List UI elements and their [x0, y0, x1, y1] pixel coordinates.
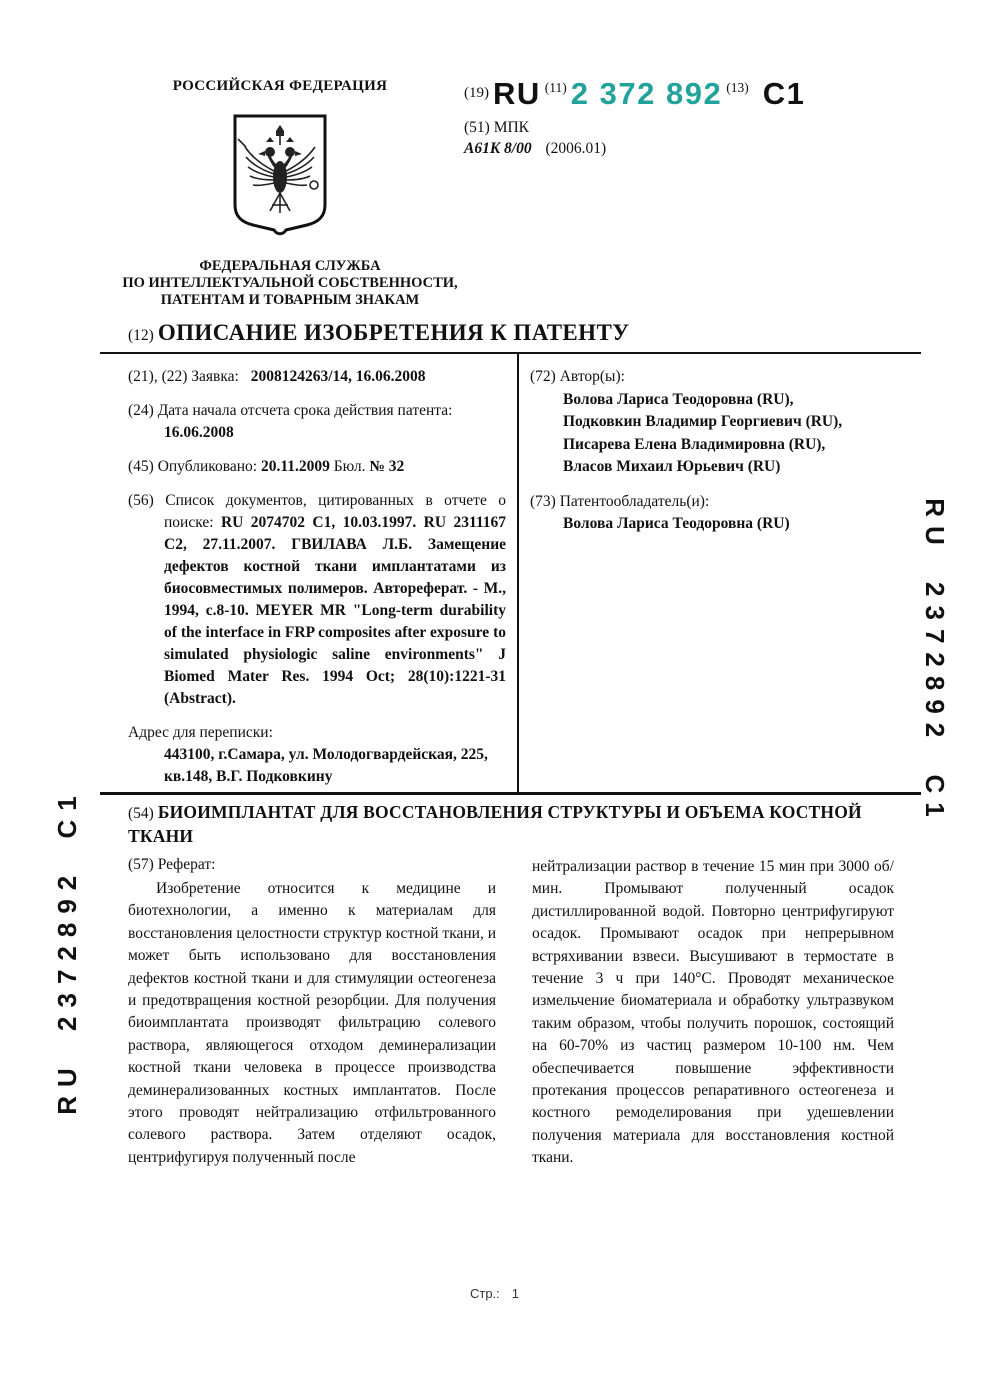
published-date: 20.11.2009 — [260, 458, 330, 475]
abstract-label: (57) Реферат: — [128, 856, 216, 873]
agency-name — [100, 258, 480, 309]
published-label: (45) Опубликовано: — [128, 458, 258, 475]
holder-name: Волова Лариса Теодоровна (RU) — [563, 515, 790, 532]
ipc-date: (2006.01) — [545, 140, 607, 157]
author-name: Волова Лариса Теодоровна (RU), — [563, 390, 794, 408]
country-name: РОССИЙСКАЯ ФЕДЕРАЦИЯ — [172, 78, 388, 94]
patent-holder-field — [530, 491, 908, 536]
right-edge-publication-code: RU 2372892 C1 — [920, 498, 950, 826]
correspondence-address-field — [128, 722, 506, 788]
invention-title: БИОИМПЛАНТАТ ДЛЯ ВОССТАНОВЛЕНИЯ СТРУКТУРЫ И ОБЪЕМА КОСТНОЙ ТКАНИ — [128, 802, 862, 846]
authors-label: (72) Автор(ы): — [530, 368, 625, 385]
start-date-field — [128, 400, 506, 444]
publication-header — [464, 76, 884, 158]
footer-page-number: 1 — [511, 1286, 520, 1301]
ipc-section-label: (51) МПК — [464, 119, 530, 136]
abstract-column-2: нейтрализации раствор в течение 15 мин при 3000 об/мин. Промывают полученный осадок дистиллированной водой. Повторно центрифугируют осадок. Промывают осадок при непрерывном встряхивании взвеси. Высушивают в термостате в течение 3 ч при 140°С. Проводят механическое измельчение биоматериала и обработку ультразвуком таким образом, чтобы получить порошок, состоящий на 60-70% из частиц размером 10-100 нм. Чем обеспечивается повышение эффективности протекания процессов репаративного остеогенеза и костного ремоделирования при удешевлении получения материала для восстановления костной ткани. — [532, 858, 894, 1167]
bibliographic-right-column — [530, 366, 908, 536]
column-divider-line — [517, 352, 519, 792]
agency-line-3: ПАТЕНТАМ И ТОВАРНЫМ ЗНАКАМ — [160, 292, 420, 308]
author-name: Подковкин Владимир Георгиевич (RU), — [563, 413, 843, 430]
country-code: RU — [493, 76, 541, 111]
left-edge-publication-code: RU 2372892 C1 — [52, 787, 82, 1115]
footer-page-label: Стр.: — [469, 1286, 500, 1301]
citations-value: RU 2074702 C1, 10.03.1997. RU 2311167 C2, 27.11.2007. ГВИЛАВА Л.Б. Замещение дефектов костной ткани имплантатами из биосовместимых полимеров. Автореферат. - М., 1994, с.8-10. MEYER MR "Long-term durability of the interface in FRP composites after exposure to simulated physiologic saline environments" J Biomed Mater Res. 1994 Oct; 28(10):1221-31 (Abstract). — [164, 514, 506, 707]
bulletin-label: Бюл. — [333, 458, 366, 475]
coat-of-arms-icon — [228, 112, 332, 238]
code-11-label: (11) — [544, 80, 567, 95]
bulletin-number: № 32 — [369, 458, 405, 475]
agency-line-1: ФЕДЕРАЛЬНАЯ СЛУЖБА — [199, 258, 381, 274]
abstract-column-1: Изобретение относится к медицине и биотехнологии, а именно к материалам для восстановления целостности структур костной ткани, и может быть использовано для восстановления дефектов костной ткани и для стимуляции остеогенеза и предотвращения костной резорбции. Для получения биоимплантата производят фильтрацию солевого раствора, являющегося отходом деминерализации костной ткани человека в процессе производства деминерализованных костных имплантатов. После этого проводят нейтрализацию отфильтрованного солевого раствора. Затем отделяют осадок, центрифугируя полученный после — [128, 880, 497, 1166]
document-kind-title: ОПИСАНИЕ ИЗОБРЕТЕНИЯ К ПАТЕНТУ — [157, 320, 630, 345]
invention-title-block — [128, 801, 880, 849]
citations-field — [128, 490, 506, 710]
ipc-class: A61K 8/00 — [464, 140, 532, 157]
authors-field — [530, 366, 908, 479]
kind-code: C1 — [762, 76, 806, 111]
author-name: Писарева Елена Владимировна (RU), — [563, 435, 826, 453]
start-date-label: (24) Дата начала отсчета срока действия патента: — [128, 402, 453, 419]
agency-line-2: ПО ИНТЕЛЛЕКТУАЛЬНОЙ СОБСТВЕННОСТИ, — [122, 275, 458, 291]
code-54-label: (54) — [128, 805, 154, 822]
page-footer — [0, 1286, 989, 1301]
start-date-value: 16.06.2008 — [164, 424, 234, 441]
middle-divider-line — [100, 792, 921, 795]
application-field — [128, 366, 506, 388]
code-12-label: (12) — [128, 327, 154, 344]
address-value: 443100, г.Самара, ул. Молодогвардейская, 225, кв.148, В.Г. Подковкину — [164, 746, 488, 785]
top-divider-line — [100, 352, 921, 354]
bibliographic-left-column — [128, 366, 506, 788]
holder-label: (73) Патентообладатель(и): — [530, 492, 710, 510]
published-field — [128, 456, 506, 478]
address-label: Адрес для переписки: — [128, 724, 273, 741]
code-13-label: (13) — [726, 80, 749, 95]
author-name: Власов Михаил Юрьевич (RU) — [563, 458, 781, 475]
application-value: 2008124263/14, 16.06.2008 — [250, 368, 426, 385]
application-label: (21), (22) Заявка: — [128, 368, 239, 385]
code-19-label: (19) — [464, 85, 489, 101]
publication-number: 2 372 892 — [570, 76, 723, 111]
document-kind-heading — [128, 320, 948, 346]
citations-label: (56) Список документов, цитированных в отчете о поиске: — [128, 492, 506, 531]
